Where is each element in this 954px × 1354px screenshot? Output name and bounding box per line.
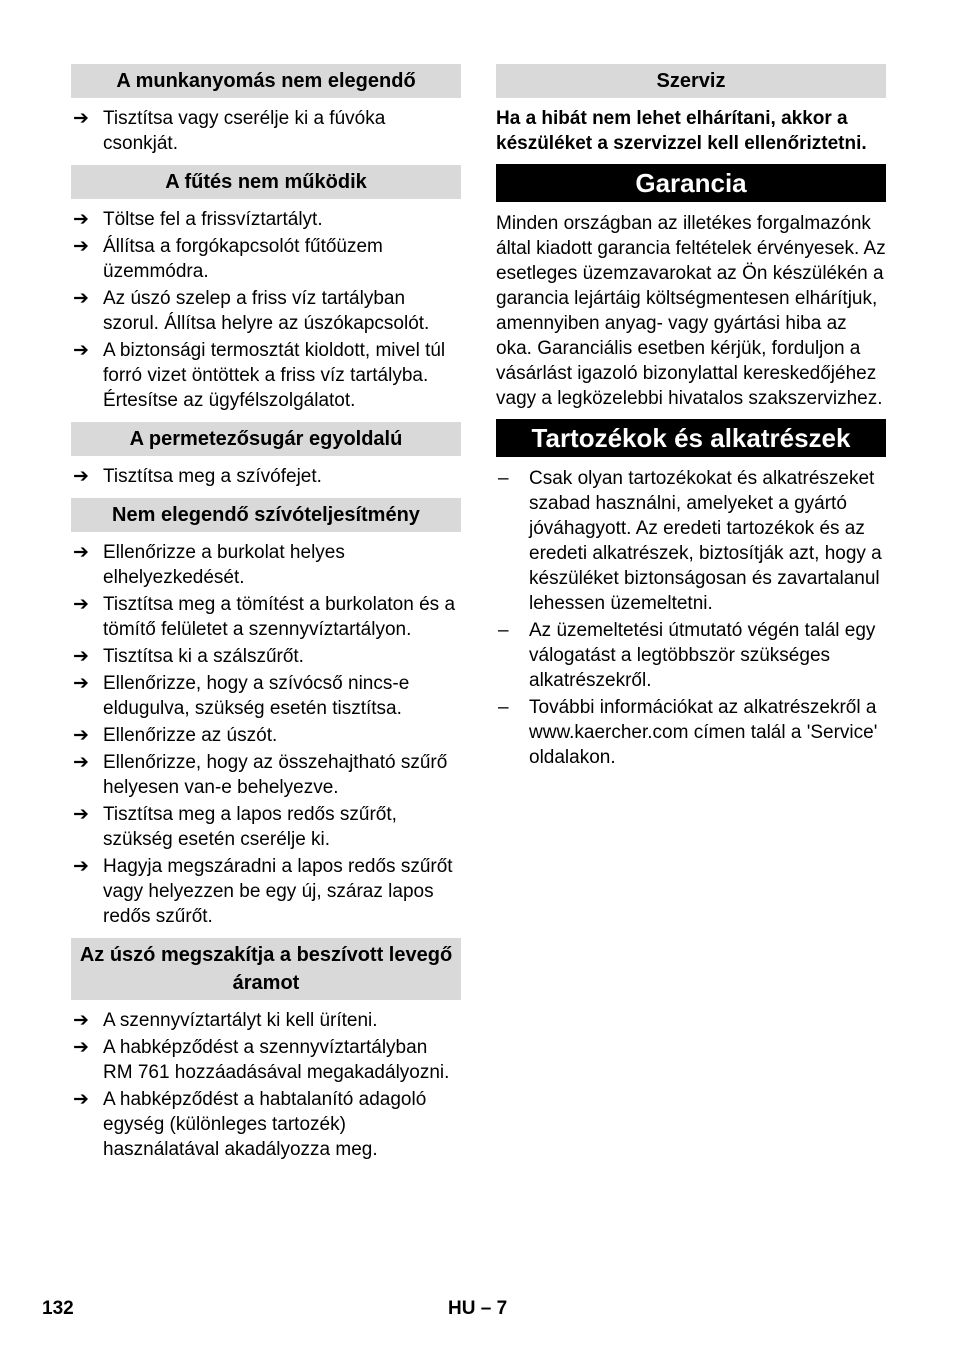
arrow-icon: ➔ <box>73 856 89 877</box>
list-item: – Csak olyan tartozékokat és alkatrészeket szabad használni, amelyeket a gyártó jóváhagyott. Az eredeti tartozékok és az eredeti alkatrészek, biztosítják azt, hogy a készüléket biztonságosan és zavartalanul lehessen üzemeltetni. <box>498 468 882 614</box>
arrow-icon: ➔ <box>73 804 89 825</box>
list-item: ➔ A szennyvíztartályt ki kell üríteni. <box>73 1010 378 1031</box>
arrow-icon: ➔ <box>73 1010 89 1031</box>
list-item: ➔ Tisztítsa meg a szívófejet. <box>73 466 322 487</box>
list-item: ➔ Ellenőrizze, hogy a szívócső nincs-e eldugulva, szükség esetén tisztítsa. <box>73 673 410 719</box>
list-item: ➔ Hagyja megszáradni a lapos redős szűrőt vagy helyezzen be egy új, száraz lapos redős szűrőt. <box>73 856 453 927</box>
arrow-icon: ➔ <box>73 542 89 563</box>
list-item: ➔ A habképződést a szennyvíztartályban RM 761 hozzáadásával megakadályozni. <box>73 1037 450 1083</box>
arrow-icon: ➔ <box>73 108 89 129</box>
list-suction <box>71 540 461 929</box>
accessories-heading: Tartozékok és alkatrészek <box>496 419 886 457</box>
service-text: Ha a hibát nem lehet elhárítani, akkor a készüléket a szervizzel kell ellenőriztetni. <box>496 108 867 154</box>
list-item: ➔ A biztonsági termosztát kioldott, mivel túl forró vizet öntöttek a friss víz tartályba. Értesítse az ügyfélszolgálatot. <box>73 340 446 411</box>
accessories-list <box>496 466 886 770</box>
dash-icon: – <box>498 468 509 489</box>
list-spray <box>71 464 461 489</box>
arrow-icon: ➔ <box>73 1037 89 1058</box>
section-heading-suction: Nem elegendő szívóteljesítmény <box>71 498 461 532</box>
section-heading-service: Szerviz <box>496 64 886 98</box>
left-column <box>71 64 461 1171</box>
list-item: ➔ Tisztítsa meg a tömítést a burkolaton és a tömítő felületet a szennyvíztartályon. <box>73 594 456 640</box>
list-item: ➔ Tisztítsa vagy cserélje ki a fúvóka csonkját. <box>73 108 386 154</box>
list-item: ➔ Az úszó szelep a friss víz tartályban szorul. Állítsa helyre az úszókapcsolót. <box>73 288 430 334</box>
arrow-icon: ➔ <box>73 236 89 257</box>
list-item: ➔ Ellenőrizze az úszót. <box>73 725 278 746</box>
list-item: ➔ A habképződést a habtalanító adagoló egység (különleges tartozék) használatával akadályozza meg. <box>73 1089 427 1160</box>
section-heading-float: Az úszó megszakítja a beszívott levegő áramot <box>71 938 461 1000</box>
right-column <box>496 64 886 779</box>
arrow-icon: ➔ <box>73 466 89 487</box>
dash-icon: – <box>498 697 509 718</box>
arrow-icon: ➔ <box>73 209 89 230</box>
list-item: ➔ Tisztítsa ki a szálszűrőt. <box>73 646 304 667</box>
list-item: – Az üzemeltetési útmutató végén talál egy válogatást a legtöbbször szükséges alkatrészekről. <box>498 620 876 691</box>
arrow-icon: ➔ <box>73 288 89 309</box>
section-heading-heating: A fűtés nem működik <box>71 165 461 199</box>
list-item: ➔ Tisztítsa meg a lapos redős szűrőt, szükség esetén cserélje ki. <box>73 804 397 850</box>
language-page-label: HU – 7 <box>448 1298 508 1319</box>
arrow-icon: ➔ <box>73 752 89 773</box>
arrow-icon: ➔ <box>73 594 89 615</box>
list-pressure <box>71 106 461 156</box>
warranty-text: Minden országban az illetékes forgalmazónk által kiadott garancia feltételek érvényesek. Az esetleges üzemzavarokat az Ön készülékén a garancia lejártáig költségmentesen elhárítjuk, amennyiben anyag- vagy gyártási hiba az oka. Garanciális esetben kérjük, forduljon a vásárlást igazoló bizonylattal kereskedőjéhez vagy a legközelebbi hivatalos szakszervizhez. <box>496 213 886 409</box>
dash-icon: – <box>498 620 509 641</box>
list-item: – További információkat az alkatrészekről a www.kaercher.com címen talál a 'Service' oldalakon. <box>498 697 878 768</box>
arrow-icon: ➔ <box>73 1089 89 1110</box>
section-heading-spray: A permetezősugár egyoldalú <box>71 422 461 456</box>
page-number: 132 <box>42 1298 74 1319</box>
list-item: ➔ Ellenőrizze a burkolat helyes elhelyezkedését. <box>73 542 345 588</box>
section-heading-pressure: A munkanyomás nem elegendő <box>71 64 461 98</box>
arrow-icon: ➔ <box>73 725 89 746</box>
arrow-icon: ➔ <box>73 673 89 694</box>
list-item: ➔ Töltse fel a frissvíztartályt. <box>73 209 323 230</box>
list-heating <box>71 207 461 413</box>
arrow-icon: ➔ <box>73 646 89 667</box>
list-float <box>71 1008 461 1162</box>
list-item: ➔ Ellenőrizze, hogy az összehajtható szűrő helyesen van-e behelyezve. <box>73 752 448 798</box>
arrow-icon: ➔ <box>73 340 89 361</box>
list-item: ➔ Állítsa a forgókapcsolót fűtőüzem üzemmódra. <box>73 236 383 282</box>
warranty-heading: Garancia <box>496 164 886 202</box>
